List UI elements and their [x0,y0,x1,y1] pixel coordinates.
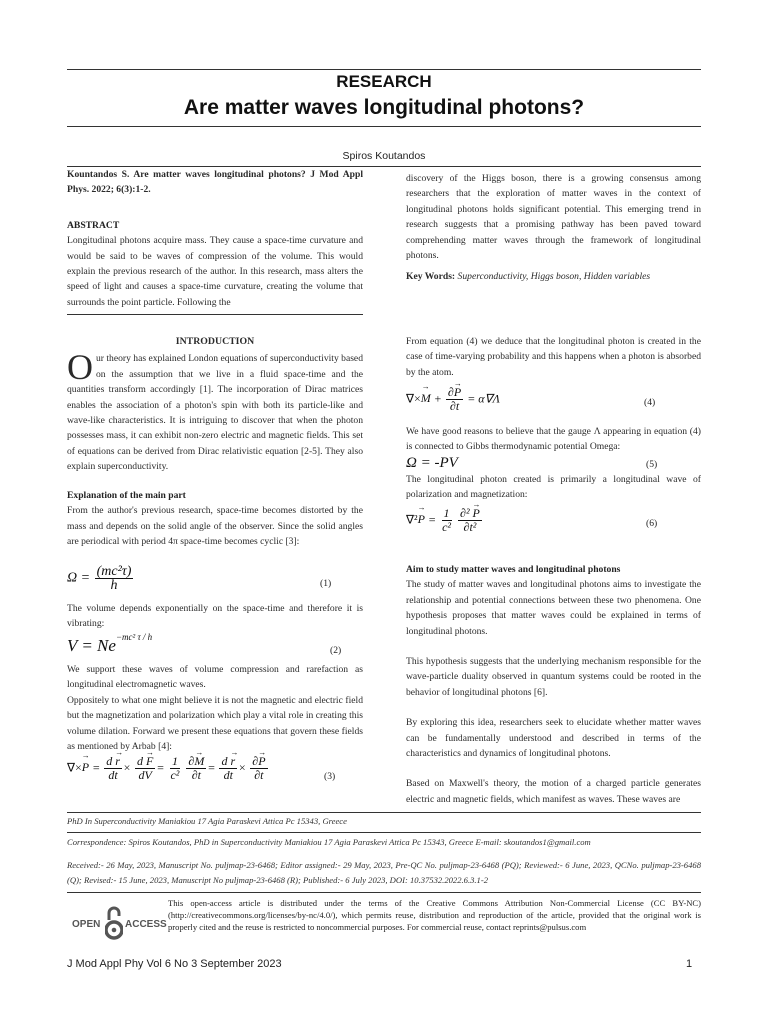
author-name: Spiros Koutandos [342,150,426,162]
title-rule [67,126,701,127]
right-p2: We have good reasons to believe that the gauge Λ appearing in equation (4) is connected to Gibbs thermodynamic potential Omega: [406,426,701,453]
right-p1: From equation (4) we deduce that the longitudinal photon is created in the case of time-varying probability and this happens when a photon is absorbed by the atom. [406,336,701,378]
intro-section [67,334,363,475]
eq1-numerator: (mc²τ) [96,564,132,579]
explanation-section [67,488,363,550]
eq1-fraction [95,565,134,592]
explanation-p2: The volume depends exponentially on the space-time and therefore it is vibrating: [67,603,363,630]
affiliation: PhD In Superconductivity Maniakiou 17 Agia Paraskevi Attica Pc 15343, Greece [67,816,347,826]
eq6-number: (6) [646,518,658,529]
dropcap: O [67,347,93,388]
explanation-heading: Explanation of the main part [67,490,186,501]
eq2-base: V = Ne [67,636,116,655]
abstract-rule [67,314,363,315]
equation-6: ∇²→ P = $\frac{1}{\text{c²}}$ $\frac{\text{∂² → P}}{\text{∂t²}}$ [406,507,483,534]
right-p3: The longitudinal photon created is primarily a longitudinal wave of polarization and magnetization: [406,474,701,501]
eq1-lhs: Ω = [67,570,91,586]
eq1-number: (1) [320,578,332,589]
intro-text: ur theory has explained London equations of superconductivity based on the assumption that we live in a fluid space-time and the quantities transform accordingly [1]. The incorporation of Dirac matrices enables the association of a photon's spin with both its particle-like and wave-like characteristics. It is intriguing to discover that when the photon possesses mass, it can exhibit non-zero electric and magnetic fields. This set of equations can be derived from Dirac relativistic equation [2-5]. They also explain superconductivity. [67,353,363,473]
abstract-left [67,167,363,310]
oa-access-text: ACCESS [125,919,167,930]
eq3-number: (3) [324,771,336,782]
section-label: RESEARCH [336,72,432,91]
equation-4: ∇×→ M + $\frac{\partial\to P}{\partial t}$ = α∇Λ [406,386,500,413]
eq4-number: (4) [644,397,656,408]
citation: Kountandos S. Are matter waves longitudinal photons? J Mod Appl Phys. 2022; 6(3):1-2. [67,169,363,196]
footer-rule-1 [67,812,701,813]
abstract-text-right: discovery of the Higgs boson, there is a growing consensus among researchers that the exploration of matter waves in the context of longitudinal photons holds significant potential. This emerging trend in research suggests that a promising pathway has been paved toward comprehending matter waves through the framework of longitudinal photons. [406,173,701,262]
license-text: This open-access article is distributed under the terms of the Creative Commons Attribution Non-Commercial License (CC BY-NC) (http://creativecommons.org/licenses/by-nc/4.0/), which permits reuse, distribution and reproduction of the article, provided that the original work is properly cited and the reuse is restricted to noncommercial purposes. For commercial reuse, contact reprints@pulsus.com [168,898,701,932]
aim-section [406,562,701,807]
explanation-p1: From the author's previous research, space-time becomes distorted by the mass and depends on the solid angle of the observer. Since the solid angles are periodical with period 4π space-time becomes cyclic [3]: [67,505,363,548]
intro-paragraph [67,347,363,474]
right-p6: By exploring this idea, researchers seek to elucidate whether matter waves can be fundamentally understood and described in terms of the characteristics and dynamics of longitudinal photons. [406,717,701,760]
top-rule [67,69,701,70]
abstract-text-left: Longitudinal photons acquire mass. They cause a space-time curvature and would be said to be waves of compression of the volume. This would explain the previous research of the author. In this research, mass alters the speed of light and causes a space-time curvature, creating the volume that surrounds the point particle. Following the [67,235,363,308]
equation-1 [67,565,134,592]
right-p4: The study of matter waves and longitudinal photons aims to investigate the relationship and potential connections between these two phenomena. One hypothesis proposes that matter waves could be explained in terms of longitudinal photons. [406,579,701,637]
equation-3: ∇×→ P = $\frac{d \to r}{dt}$ × $\frac{d \to F}{dV}$ = $\frac{1}{\text{c²}}$ $\frac{\partial\to M}{\partial t}$ = $\frac{d \to r}{dt}$ × $\frac{\partial\to P}{\partial t}$ [67,755,269,782]
history: Received:- 26 May, 2023, Manuscript No. puljmap-23-6468; Editor assigned:- 29 May, 2023, Pre-QC No. puljmap-23-6468 (PQ); Reviewed:- 6 June, 2023, QCNo. puljmap-23-6468 (Q); Revised:- 15 June, 2023, Manuscript No puljmap-23-6468 (R); Published:- 6 July 2023, DOI: 10.37532.2022.6.3.1-2 [67,860,701,885]
open-access-logo [72,905,167,945]
eq5-number: (5) [646,459,658,470]
correspondence: Correspondence: Spiros Koutandos, PhD in Superconductivity Maniakiou 17 Agia Paraskevi Attica Pc 15343, Greece E-mail: skoutandos1@gmail.com [67,837,591,847]
page-number: 1 [686,958,693,970]
eq2-number: (2) [330,645,342,656]
footer-rule-2 [67,832,701,833]
explanation-p3: We support these waves of volume compression and rarefaction as longitudinal electromagnetic waves. [67,664,363,691]
right-p5: This hypothesis suggests that the underlying mechanism responsible for the wave-particle duality observed in quantum systems could be rooted in the behavior of longitudinal photons [6]. [406,656,701,698]
right-p7: Based on Maxwell's theory, the motion of a charged particle generates electric and magnetic fields, which manifest as waves. These waves are [406,778,701,805]
eq1-denominator: h [110,578,118,593]
article-title: Are matter waves longitudinal photons? [183,96,585,119]
equation-2 [67,632,153,656]
keywords-values: Superconductivity, Higgs boson, Hidden variables [457,271,651,283]
oa-open-text: OPEN [72,919,101,930]
padlock-icon [105,905,123,943]
abstract-heading: ABSTRACT [67,219,120,231]
abstract-right [406,171,701,285]
journal-info: J Mod Appl Phy Vol 6 No 3 September 2023 [67,958,282,970]
explanation-p3-block [67,662,363,754]
equation-5: Ω = -PV [406,455,458,471]
intro-heading: INTRODUCTION [175,336,255,347]
keywords [406,269,701,284]
footer-rule-3 [67,892,701,893]
keywords-label: Key Words: [406,271,456,283]
eq2-exponent: −mc² τ / h [115,632,153,643]
explanation-p4: Oppositely to what one might believe it is not the magnetic and electric field but the magnetization and polarization which play a vital role in creating this volume dilation. Forward we present these equations that govern these fields as mentioned by Arbab [4]: [67,694,363,753]
aim-heading: Aim to study matter waves and longitudinal photons [406,564,621,575]
